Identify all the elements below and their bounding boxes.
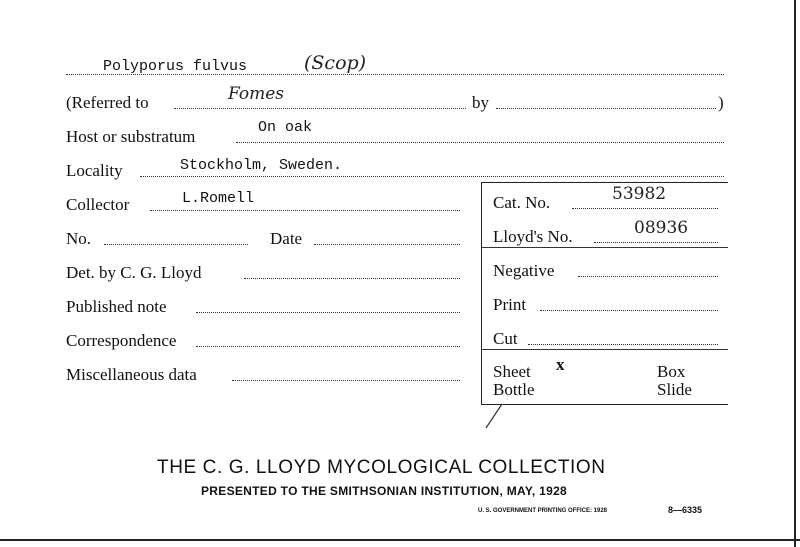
slide-label: Slide	[657, 380, 692, 399]
correspondence-label: Correspondence	[66, 331, 177, 350]
collector-label: Collector	[66, 195, 130, 214]
no-line	[104, 244, 248, 245]
det-line	[244, 278, 460, 279]
host-value: On oak	[258, 119, 313, 136]
lloyd-no-line	[594, 242, 718, 243]
cut-label: Cut	[493, 329, 518, 348]
lloyd-no-label: Lloyd's No.	[493, 227, 573, 246]
collector-line	[150, 210, 460, 211]
lloyd-no-value: 08936	[634, 218, 689, 238]
box-label: Box	[657, 362, 686, 381]
by-line	[496, 108, 716, 109]
footer-subtitle: PRESENTED TO THE SMITHSONIAN INSTITUTION, MAY, 1928	[201, 484, 568, 498]
species-line	[66, 74, 724, 75]
locality-line	[140, 176, 724, 177]
locality-value: Stockholm, Sweden.	[180, 157, 343, 174]
host-label: Host or substratum	[66, 127, 196, 146]
misc-line	[232, 380, 460, 381]
published-line	[196, 312, 460, 313]
date-line	[314, 244, 460, 245]
footer-title: THE C. G. LLOYD MYCOLOGICAL COLLECTION	[157, 457, 606, 478]
correspondence-line	[196, 346, 460, 347]
referred-line	[174, 108, 466, 109]
card-bottom-border	[0, 539, 800, 541]
bottle-label: Bottle	[493, 380, 535, 399]
cat-no-value: 53982	[612, 184, 667, 204]
sheet-check-mark: x	[556, 355, 565, 374]
printing-office: U. S. GOVERNMENT PRINTING OFFICE: 1928	[478, 508, 608, 514]
referred-label: (Referred to	[66, 93, 149, 112]
negative-label: Negative	[493, 261, 555, 280]
published-label: Published note	[66, 297, 167, 316]
referred-value: Fomes	[228, 84, 285, 104]
box-divider-2	[482, 349, 728, 350]
by-label: by	[472, 93, 489, 112]
print-line	[540, 310, 718, 311]
card-right-border	[794, 0, 796, 547]
misc-label: Miscellaneous data	[66, 365, 197, 384]
species-name: Polyporus fulvus	[103, 58, 248, 75]
det-label: Det. by C. G. Lloyd	[66, 263, 202, 282]
cat-no-label: Cat. No.	[493, 193, 551, 212]
collector-value: L.Romell	[182, 190, 255, 207]
pencil-mark	[484, 400, 508, 430]
cut-line	[528, 344, 718, 345]
locality-label: Locality	[66, 161, 123, 180]
no-label: No.	[66, 229, 92, 248]
form-number: 8—6335	[668, 505, 703, 515]
sheet-label: Sheet	[493, 362, 531, 381]
species-authority: (Scop)	[304, 52, 367, 74]
print-label: Print	[493, 295, 527, 314]
cat-no-line	[572, 208, 718, 209]
date-label: Date	[270, 229, 303, 248]
box-divider-1	[482, 247, 728, 248]
negative-line	[578, 276, 718, 277]
close-paren: )	[718, 93, 724, 112]
host-line	[236, 142, 724, 143]
